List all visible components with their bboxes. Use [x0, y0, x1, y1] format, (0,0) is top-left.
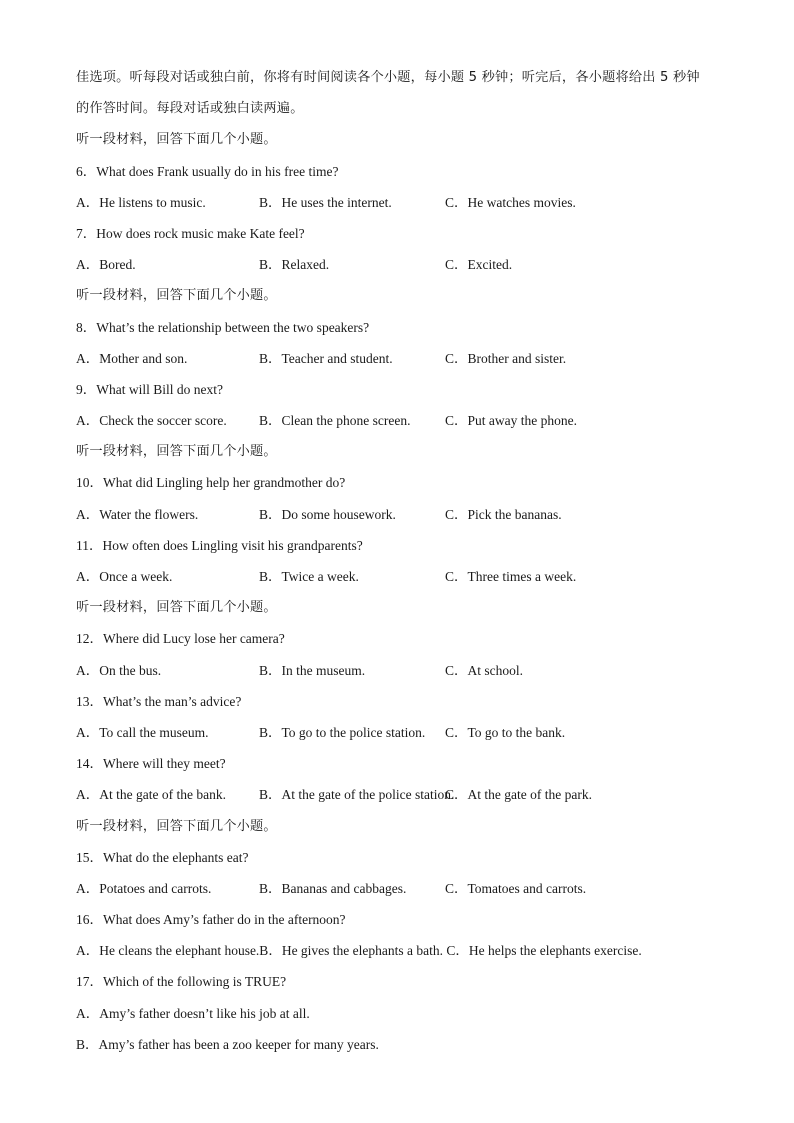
option-15a[interactable]: A．Potatoes and carrots.: [76, 880, 212, 896]
option-14b[interactable]: B．At the gate of the police station.: [259, 787, 455, 803]
option-8c[interactable]: C．Brother and sister.: [445, 350, 567, 366]
question-16: 16．What does Amy’s father do in the afternoon?: [76, 912, 346, 928]
options-14: [76, 779, 736, 810]
options-6: [76, 187, 736, 218]
section-label: 听一段材料，回答下面几个小题。: [76, 600, 277, 616]
question-14: 14．Where will they meet?: [76, 756, 226, 772]
question-6: 6．What does Frank usually do in his free time?: [76, 163, 339, 179]
option-14a[interactable]: A．At the gate of the bank.: [76, 787, 226, 803]
option-9c[interactable]: C．Put away the phone.: [445, 413, 577, 429]
question-10: 10．What did Lingling help her grandmother do?: [76, 475, 346, 491]
section-label: 听一段材料，回答下面几个小题。: [76, 132, 277, 148]
exam-page: [76, 62, 736, 1060]
question-8: 8．What’s the relationship between the two speakers?: [76, 319, 370, 335]
option-17b[interactable]: B．Amy’s father has been a zoo keeper for many years.: [76, 1036, 379, 1052]
option-7a[interactable]: A．Bored.: [76, 257, 136, 273]
question-12: 12．Where did Lucy lose her camera?: [76, 631, 285, 647]
options-8: [76, 343, 736, 374]
options-9: [76, 405, 736, 436]
option-8b[interactable]: B．Teacher and student.: [259, 350, 393, 366]
option-10b[interactable]: B．Do some housework.: [259, 506, 396, 522]
option-12a[interactable]: A．On the bus.: [76, 662, 162, 678]
options-10: [76, 499, 736, 530]
option-14c[interactable]: C．At the gate of the park.: [445, 787, 592, 803]
question-13: 13．What’s the man’s advice?: [76, 693, 242, 709]
option-9a[interactable]: A．Check the soccer score.: [76, 413, 227, 429]
option-12c[interactable]: C．At school.: [445, 662, 524, 678]
option-12b[interactable]: B．In the museum.: [259, 662, 366, 678]
section-label: 听一段材料，回答下面几个小题。: [76, 818, 277, 834]
intro-line-2: 的作答时间。每段对话或独白读两遍。: [76, 101, 304, 117]
option-15c[interactable]: C．Tomatoes and carrots.: [445, 880, 587, 896]
option-7c[interactable]: C．Excited.: [445, 257, 513, 273]
option-10a[interactable]: A．Water the flowers.: [76, 506, 199, 522]
option-6a[interactable]: A．He listens to music.: [76, 194, 206, 210]
question-11: 11．How often does Lingling visit his grandparents?: [76, 537, 363, 553]
option-15b[interactable]: B．Bananas and cabbages.: [259, 880, 407, 896]
option-13b[interactable]: B．To go to the police station.: [259, 724, 426, 740]
options-7: [76, 249, 736, 280]
intro-line-1: 佳选项。听每段对话或独白前，你将有时间阅读各个小题，每小题 5 秒钟；听完后，各小题将给出 5 秒钟: [76, 70, 700, 85]
options-12: [76, 655, 736, 686]
option-13c[interactable]: C．To go to the bank.: [445, 724, 566, 740]
option-9b[interactable]: B．Clean the phone screen.: [259, 413, 411, 429]
option-11b[interactable]: B．Twice a week.: [259, 569, 359, 584]
section-label: 听一段材料，回答下面几个小题。: [76, 288, 277, 304]
option-11c[interactable]: C．Three times a week.: [445, 569, 577, 584]
option-8a[interactable]: A．Mother and son.: [76, 350, 188, 366]
question-17: 17．Which of the following is TRUE?: [76, 974, 287, 990]
options-11: [76, 561, 736, 592]
option-6c[interactable]: C．He watches movies.: [445, 194, 576, 210]
question-7: 7．How does rock music make Kate feel?: [76, 225, 305, 241]
options-16[interactable]: A．He cleans the elephant house.B．He gives the elephants a bath. C．He helps the elephants exercise.: [76, 943, 642, 959]
question-15: 15．What do the elephants eat?: [76, 849, 249, 865]
option-17a[interactable]: A．Amy’s father doesn’t like his job at all.: [76, 1005, 310, 1021]
options-13: [76, 717, 736, 748]
options-15: [76, 873, 736, 904]
option-7b[interactable]: B．Relaxed.: [259, 257, 330, 273]
option-11a[interactable]: A．Once a week.: [76, 569, 173, 584]
option-10c[interactable]: C．Pick the bananas.: [445, 506, 562, 522]
option-6b[interactable]: B．He uses the internet.: [259, 194, 392, 210]
section-label: 听一段材料，回答下面几个小题。: [76, 444, 277, 460]
option-13a[interactable]: A．To call the museum.: [76, 724, 209, 740]
question-9: 9．What will Bill do next?: [76, 381, 223, 397]
